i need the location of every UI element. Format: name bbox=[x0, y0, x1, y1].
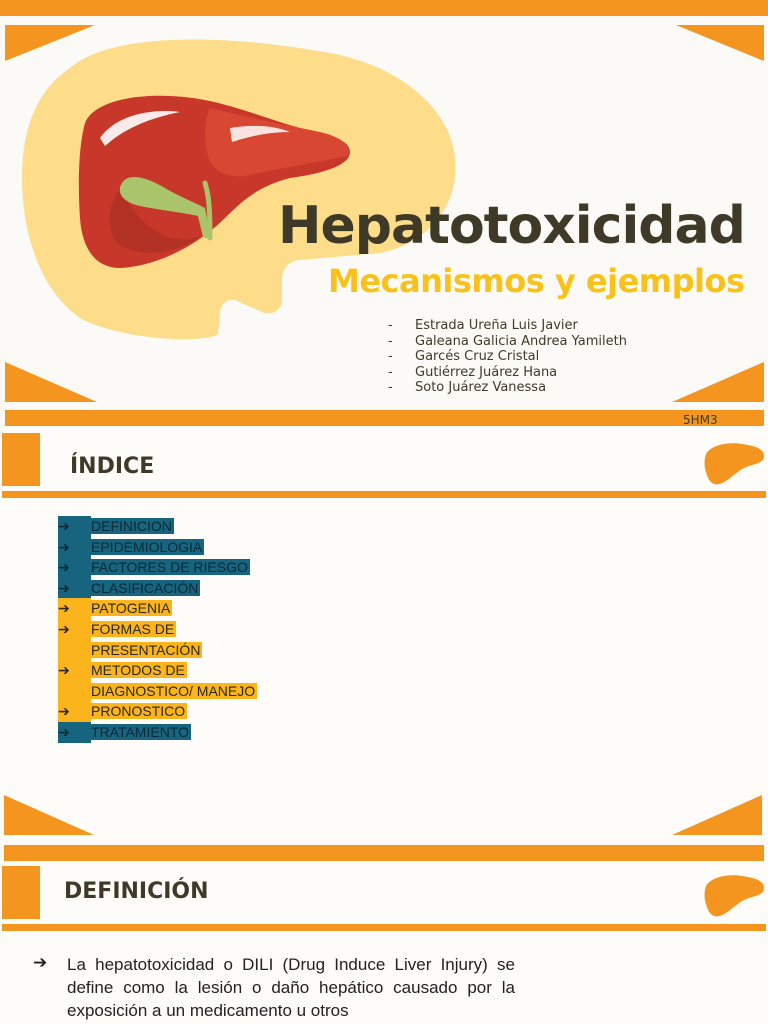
index-list bbox=[58, 516, 257, 743]
index-item-definicion[interactable]: ➔ DEFINICION bbox=[58, 516, 257, 537]
index-item-clasificacion[interactable]: ➔ CLASIFICACIÓN bbox=[58, 578, 257, 599]
definition-heading: DEFINICIÓN bbox=[64, 879, 209, 904]
arrow-icon: ➔ bbox=[58, 660, 91, 701]
corner-triangle-br bbox=[672, 795, 762, 835]
arrow-icon: ➔ bbox=[58, 701, 91, 722]
arrow-icon: ➔ bbox=[33, 953, 48, 973]
arrow-icon: ➔ bbox=[58, 619, 91, 660]
arrow-icon: ➔ bbox=[58, 537, 91, 558]
author-item: - Estrada Ureña Luis Javier bbox=[388, 318, 578, 333]
index-header-block bbox=[2, 433, 40, 486]
liver-illustration bbox=[0, 28, 500, 348]
liver-icon bbox=[700, 440, 766, 490]
author-item: - Gutiérrez Juárez Hana bbox=[388, 364, 558, 380]
definition-header-underline bbox=[2, 924, 766, 931]
index-item-pronostico[interactable]: ➔ PRONOSTICO bbox=[58, 701, 257, 722]
group-code: 5HM3 bbox=[683, 413, 718, 427]
cover-subtitle: Mecanismos y ejemplos bbox=[328, 262, 745, 300]
definition-text: La hepatotoxicidad o DILI (Drug Induce Liver Injury) se define como la lesión o daño hepático causado por la exposición a un medicamento u otros bbox=[67, 955, 515, 1020]
cover-bottom-bar bbox=[5, 410, 764, 426]
index-item-epidemiologia[interactable]: ➔ EPIDEMIOLOGIA bbox=[58, 537, 257, 558]
arrow-icon: ➔ bbox=[58, 557, 91, 578]
index-item-factores-de-riesgo[interactable]: ➔ FACTORES DE RIESGO bbox=[58, 557, 257, 578]
corner-triangle-bl bbox=[5, 362, 97, 402]
definition-header-block bbox=[2, 866, 40, 919]
corner-triangle-br bbox=[672, 362, 764, 402]
corner-triangle-tr bbox=[676, 25, 764, 61]
author-item: - Galeana Galicia Andrea Yamileth bbox=[388, 333, 627, 349]
author-item: - Soto Juárez Vanessa bbox=[388, 380, 547, 395]
index-bottom-bar bbox=[4, 845, 764, 861]
index-item-metodos-de-diagnostico[interactable]: ➔ METODOS DE DIAGNOSTICO/ MANEJO bbox=[58, 660, 257, 701]
arrow-icon: ➔ bbox=[58, 578, 91, 599]
index-item-formas-de-presentacion[interactable]: ➔ FORMAS DE PRESENTACIÓN bbox=[58, 619, 257, 660]
top-accent-bar bbox=[0, 0, 768, 16]
author-list bbox=[388, 318, 627, 396]
index-item-tratamiento[interactable]: ➔ TRATAMIENTO bbox=[58, 722, 257, 743]
index-header-underline bbox=[2, 491, 766, 498]
cover-title: Hepatotoxicidad bbox=[278, 196, 745, 256]
index-item-patogenia[interactable]: ➔ PATOGENIA bbox=[58, 598, 257, 619]
author-item: - Garcés Cruz Cristal bbox=[388, 349, 540, 364]
corner-triangle-bl bbox=[4, 795, 94, 835]
liver-icon bbox=[700, 872, 766, 922]
arrow-icon: ➔ bbox=[58, 516, 91, 537]
index-heading: ÍNDICE bbox=[70, 454, 155, 479]
arrow-icon: ➔ bbox=[58, 598, 91, 619]
arrow-icon: ➔ bbox=[58, 722, 91, 743]
